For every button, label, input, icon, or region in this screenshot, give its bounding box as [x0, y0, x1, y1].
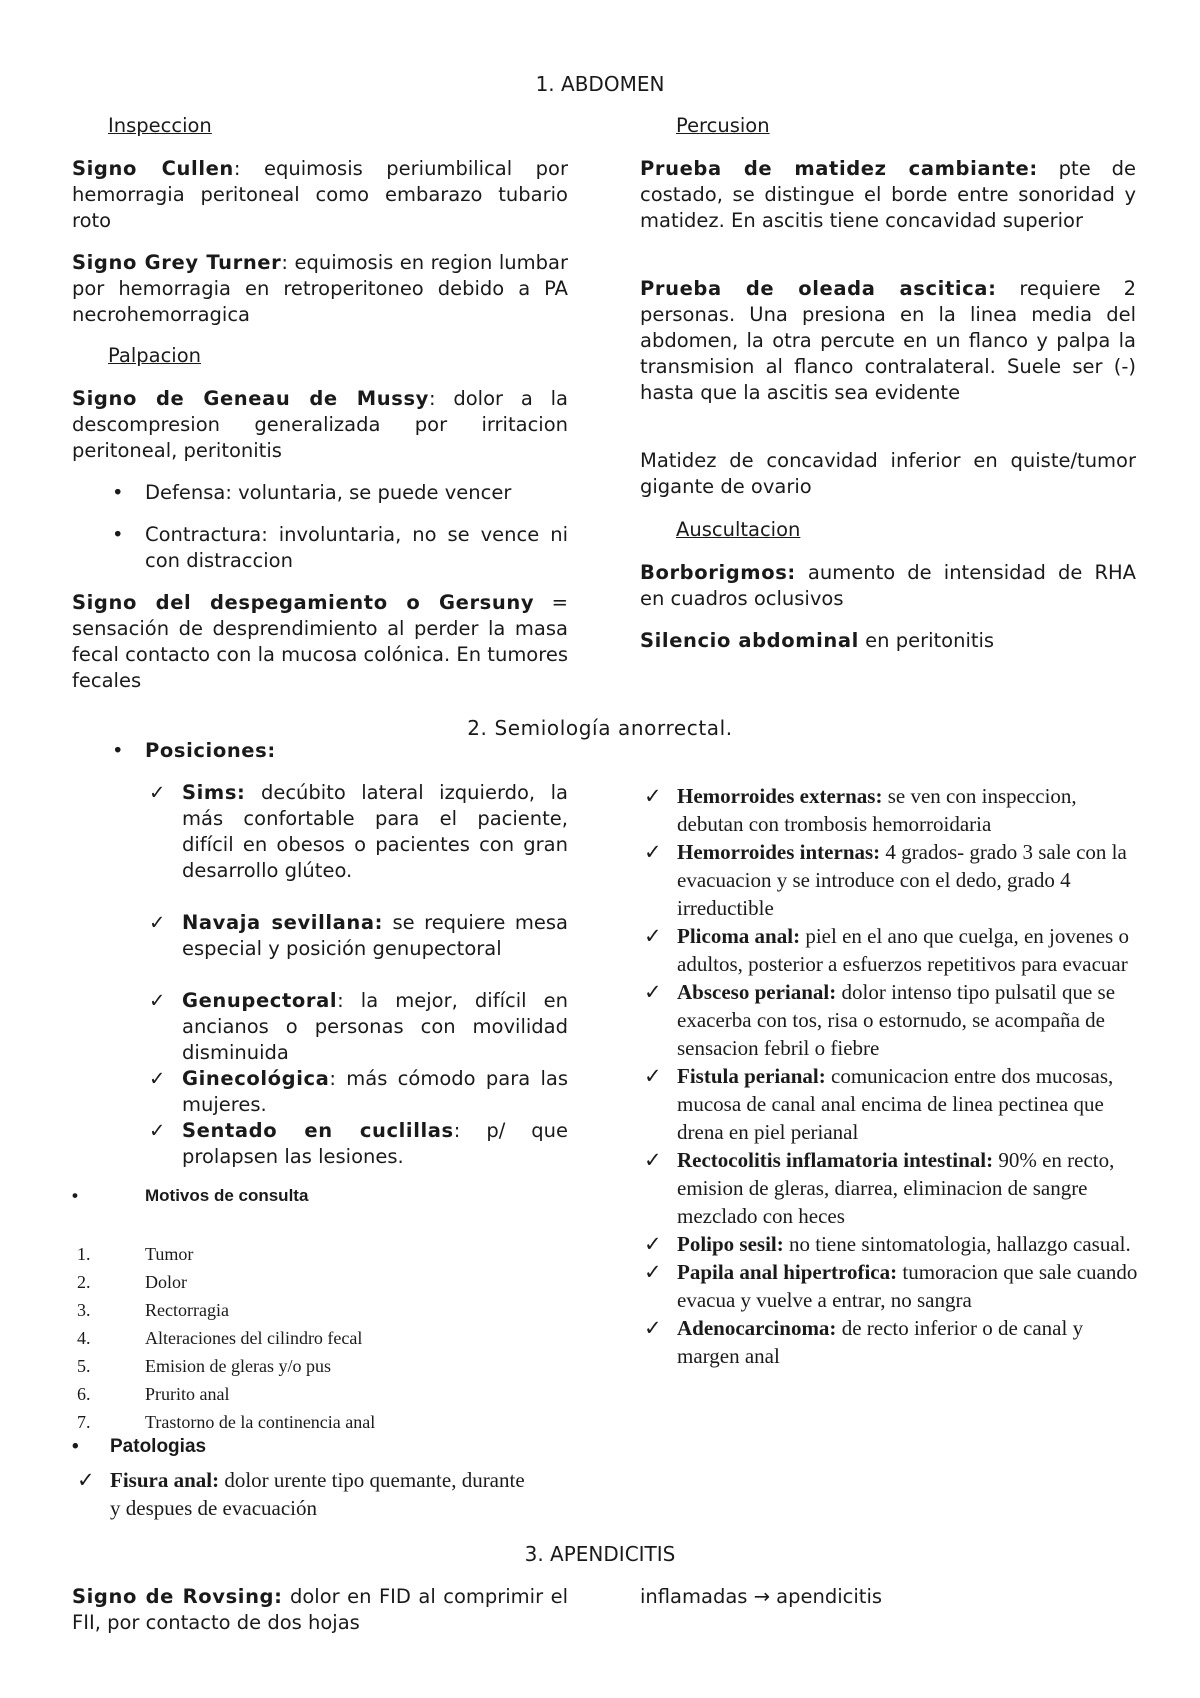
- signo-cullen: Signo Cullen: equimosis periumbilical por hemorragia peritoneal como embarazo tubario roto: [72, 157, 568, 232]
- matidez-concavidad-inferior: Matidez de concavidad inferior en quiste/tumor gigante de ovario: [640, 449, 1136, 498]
- list-item: ✓ Hemorroides internas: 4 grados- grado 3 sale con la evacuacion y se introduce con el dedo, grado 4 irreductible: [644, 840, 1127, 920]
- bullet-icon: •: [72, 1436, 79, 1457]
- check-icon: ✓: [149, 1067, 166, 1090]
- prueba-oleada-ascitica: Prueba de oleada ascitica: requiere 2 personas. Una presiona en la linea media del abdomen, la otra percute en un flanco y palpa la transmision al flanco contralateral. Suele ser (-) hasta que la ascitis sea evidente: [640, 277, 1136, 404]
- posicion-sims: ✓ Sims: decúbito lateral izquierdo, la más confortable para el paciente, difícil en obesos o pacientes con gran desarrollo glúteo.: [149, 781, 568, 882]
- check-icon: ✓: [644, 1148, 662, 1172]
- list-item: 7. Trastorno de la continencia anal: [77, 1412, 376, 1432]
- check-icon: ✓: [644, 1232, 662, 1256]
- section-title-apendicitis: 3. APENDICITIS: [524, 1542, 676, 1566]
- bullet-contractura: • Contractura: involuntaria, no se vence ni con distraccion: [112, 523, 568, 572]
- bullet-posiciones: • Posiciones:: [112, 739, 276, 762]
- subheading-auscultacion: Auscultacion: [676, 518, 801, 541]
- list-item: 2. Dolor: [77, 1272, 187, 1292]
- check-icon: ✓: [149, 1119, 166, 1142]
- check-icon: ✓: [644, 1064, 662, 1088]
- check-icon: ✓: [644, 840, 662, 864]
- check-icon: ✓: [644, 924, 662, 948]
- prueba-matidez-cambiante: Prueba de matidez cambiante: pte de costado, se distingue el borde entre sonoridad y matidez. En ascitis tiene concavidad superior: [640, 157, 1136, 232]
- signo-rovsing-cont: inflamadas → apendicitis: [640, 1585, 883, 1608]
- subheading-palpacion: Palpacion: [108, 344, 202, 367]
- posicion-ginecologica: ✓ Ginecológica: más cómodo para las mujeres.: [149, 1067, 568, 1116]
- section-title-abdomen: 1. ABDOMEN: [535, 72, 665, 96]
- check-icon: ✓: [644, 784, 662, 808]
- subheading-percusion: Percusion: [676, 114, 770, 137]
- check-icon: ✓: [149, 911, 166, 934]
- check-icon: ✓: [644, 1260, 662, 1284]
- patologia-fisura-anal: ✓ Fisura anal: dolor urente tipo quemante, durante y despues de evacuación: [77, 1468, 525, 1520]
- check-icon: ✓: [644, 1316, 662, 1340]
- borborigmos: Borborigmos: aumento de intensidad de RHA en cuadros oclusivos: [640, 561, 1136, 610]
- subheading-inspeccion: Inspeccion: [108, 114, 212, 137]
- bullet-motivos-consulta: • Motivos de consulta: [72, 1186, 309, 1205]
- list-item: ✓ Adenocarcinoma: de recto inferior o de canal y margen anal: [644, 1316, 1084, 1368]
- bullet-icon: •: [112, 481, 124, 504]
- motivos-list: [77, 1240, 376, 1436]
- check-icon: ✓: [644, 980, 662, 1004]
- posicion-navaja-sevillana: ✓ Navaja sevillana: se requiere mesa especial y posición genupectoral: [149, 911, 568, 960]
- list-item: ✓ Hemorroides externas: se ven con inspeccion, debutan con trombosis hemorroidaria: [644, 784, 1077, 836]
- list-item: ✓ Rectocolitis inflamatoria intestinal: 90% en recto, emision de gleras, diarrea, eliminacion de sangre mezclado con heces: [644, 1148, 1115, 1228]
- signo-grey-turner: Signo Grey Turner: equimosis en region lumbar por hemorragia en retroperitoneo debido a PA necrohemorragica: [72, 251, 569, 326]
- signo-gersuny: Signo del despegamiento o Gersuny = sensación de desprendimiento al perder la masa fecal contacto con la mucosa colónica. En tumores fecales: [72, 591, 568, 692]
- list-item: 6. Prurito anal: [77, 1384, 230, 1404]
- bullet-icon: •: [72, 1186, 78, 1205]
- bullet-patologias: • Patologias: [72, 1436, 207, 1457]
- check-icon: ✓: [149, 781, 166, 804]
- silencio-abdominal: Silencio abdominal en peritonitis: [640, 629, 995, 652]
- posicion-genupectoral: ✓ Genupectoral: la mejor, difícil en ancianos o personas con movilidad disminuida: [149, 989, 568, 1064]
- list-item: ✓ Papila anal hipertrofica: tumoracion que sale cuando evacua y vuelve a entrar, no sangra: [644, 1260, 1138, 1312]
- bullet-icon: •: [112, 739, 124, 762]
- posicion-sentado-cuclillas: ✓ Sentado en cuclillas: p/ que prolapsen las lesiones.: [149, 1119, 568, 1168]
- list-item: 1. Tumor: [77, 1244, 194, 1264]
- section-title-semiologia-anorrectal: 2. Semiología anorrectal.: [467, 716, 733, 740]
- list-item: ✓ Plicoma anal: piel en el ano que cuelga, en jovenes o adultos, posterior a esfuerzos repetitivos para evacuar: [644, 924, 1129, 976]
- patologias-column: [644, 782, 1147, 1370]
- bullet-icon: •: [112, 523, 124, 546]
- check-icon: ✓: [149, 989, 166, 1012]
- list-item: 5. Emision de gleras y/o pus: [77, 1356, 331, 1376]
- list-item: ✓ Absceso perianal: dolor intenso tipo pulsatil que se exacerba con tos, risa o estornudo, se acompaña de sensacion febril o fiebre: [644, 980, 1116, 1060]
- list-item: 3. Rectorragia: [77, 1300, 229, 1320]
- signo-rovsing: Signo de Rovsing: dolor en FID al comprimir el FII, por contacto de dos hojas: [72, 1585, 568, 1634]
- check-icon: ✓: [77, 1468, 95, 1492]
- list-item: ✓ Fistula perianal: comunicacion entre dos mucosas, mucosa de canal anal encima de linea pectinea que drena en piel perianal: [644, 1064, 1114, 1144]
- list-item: 4. Alteraciones del cilindro fecal: [77, 1328, 363, 1348]
- bullet-defensa: • Defensa: voluntaria, se puede vencer: [112, 481, 512, 504]
- signo-geneau-de-mussy: Signo de Geneau de Mussy: dolor a la descompresion generalizada por irritacion peritoneal, peritonitis: [72, 387, 569, 462]
- list-item: ✓ Polipo sesil: no tiene sintomatologia, hallazgo casual.: [644, 1232, 1131, 1256]
